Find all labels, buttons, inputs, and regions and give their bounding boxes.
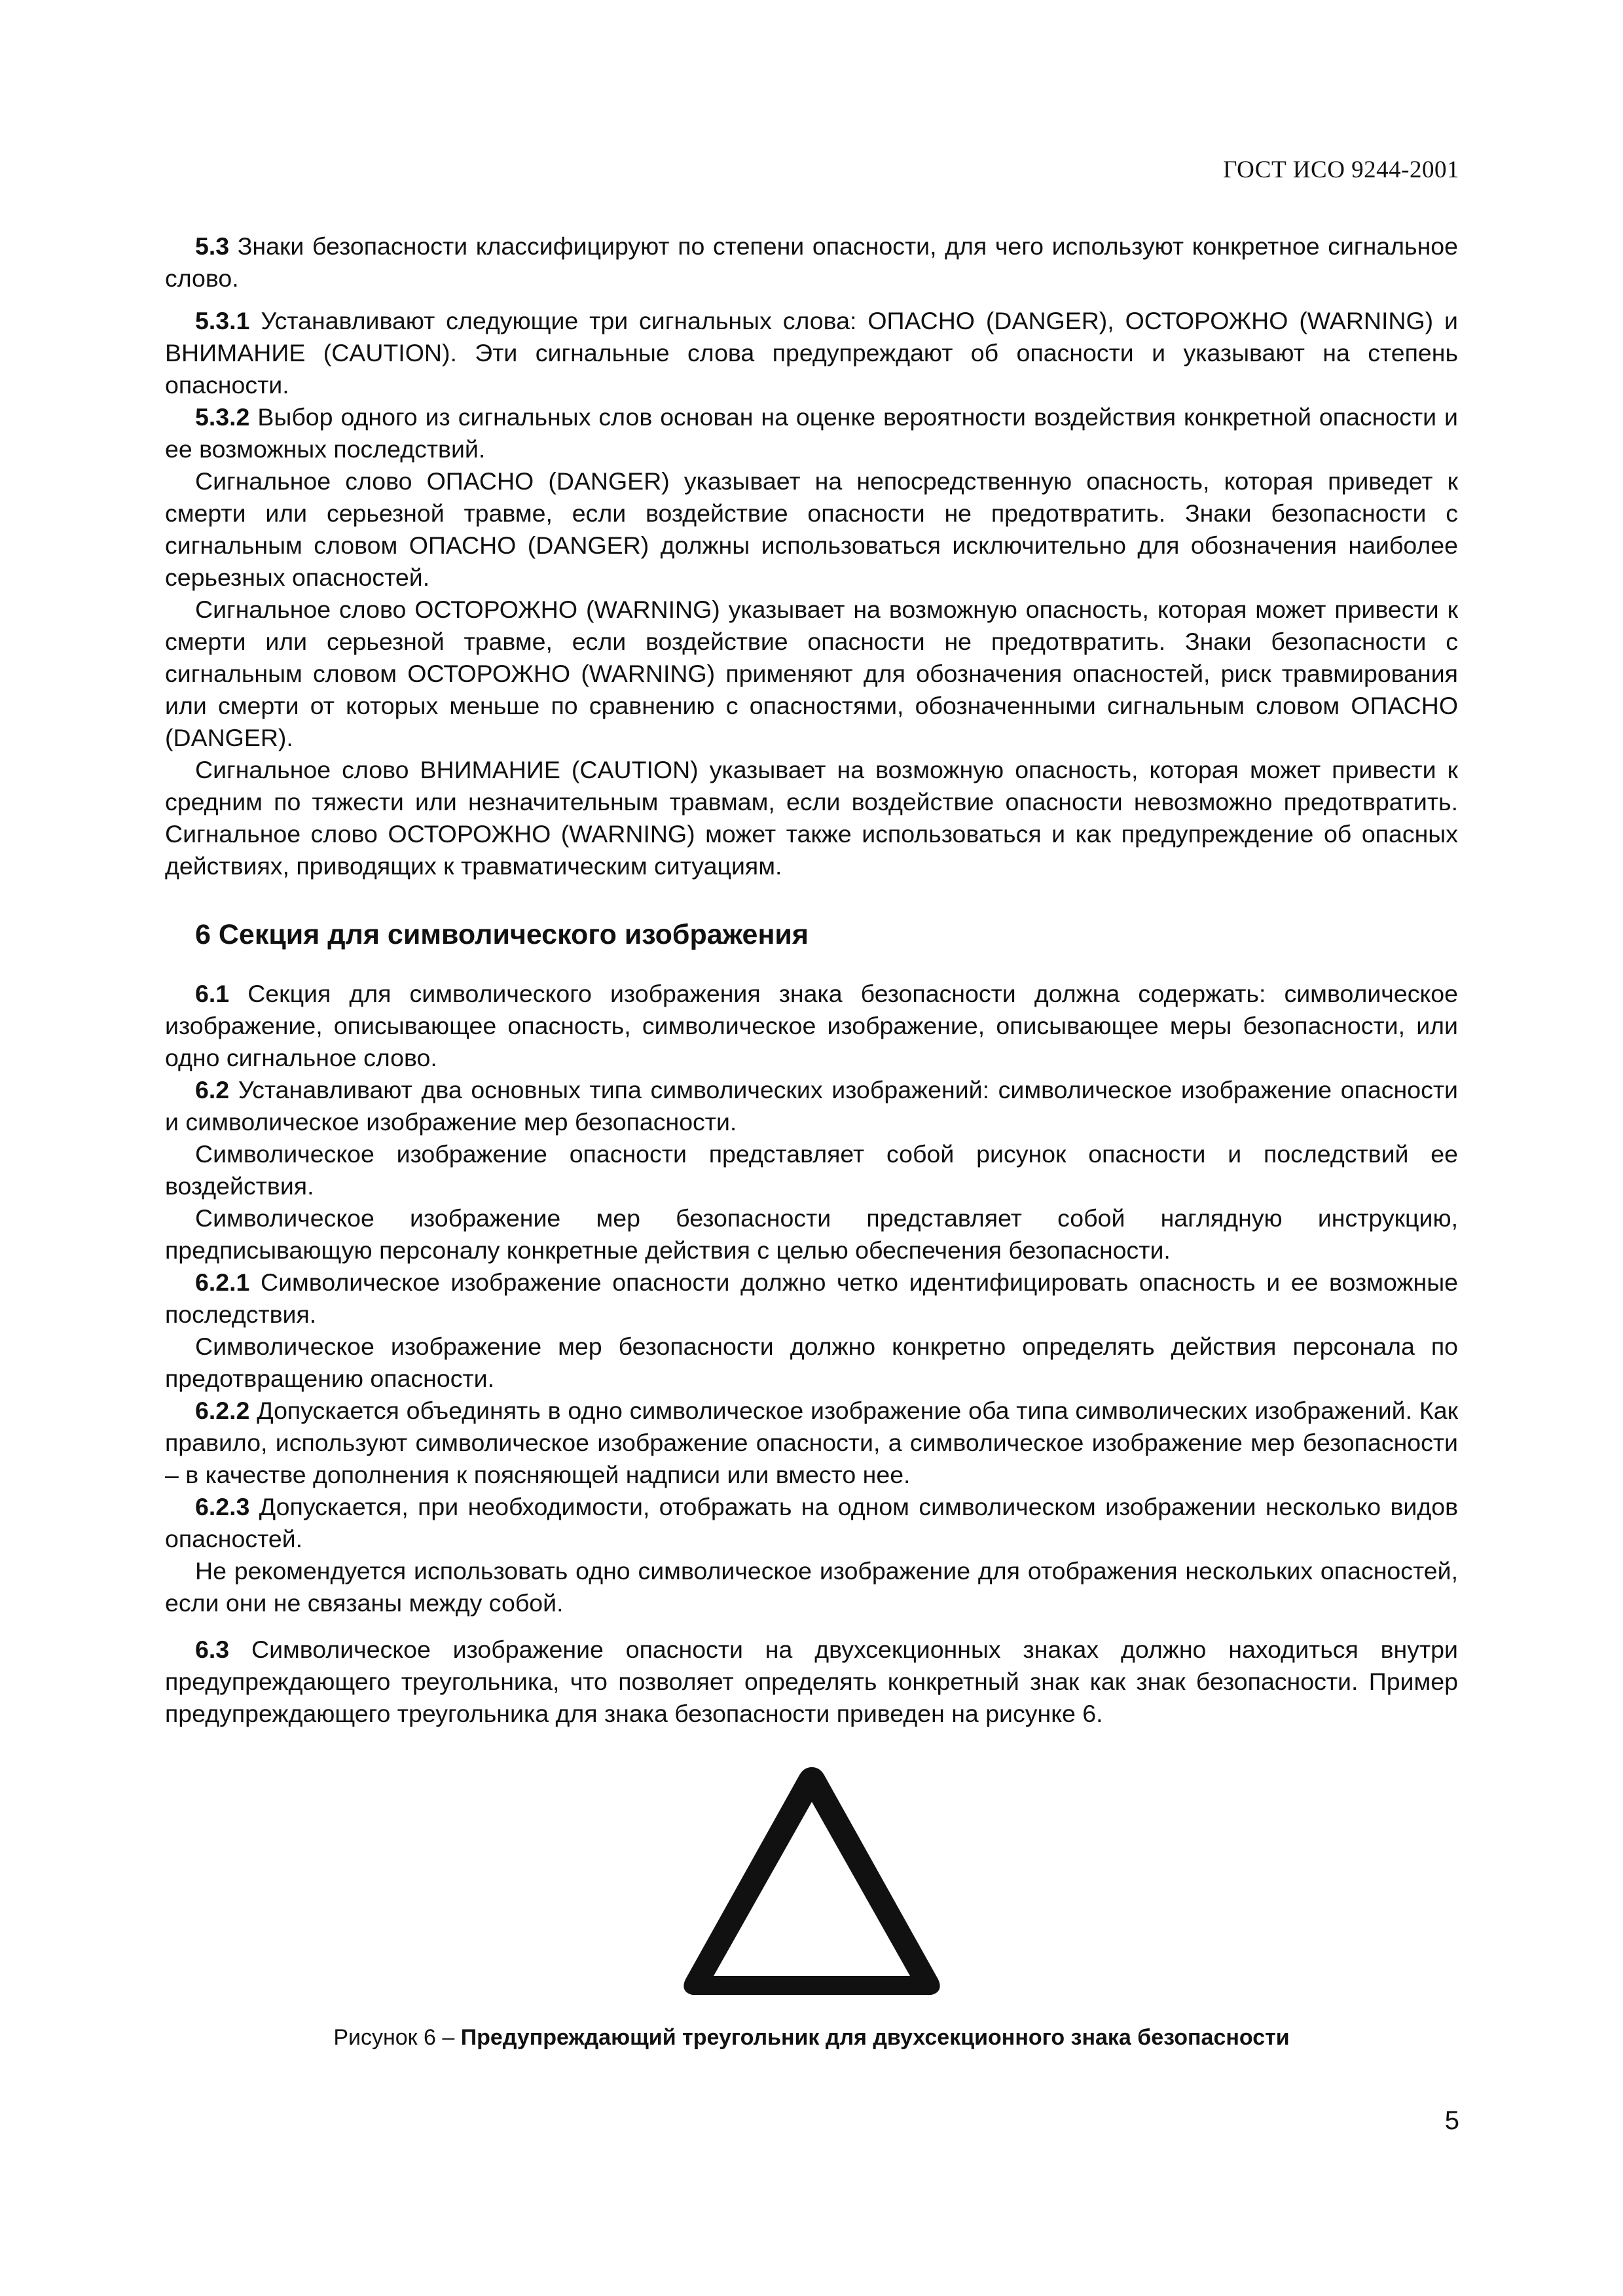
figure-caption (165, 2023, 1458, 2052)
section-6-heading: 6 Секция для символического изображения (195, 919, 809, 950)
paragraph-6-2-1 (165, 1266, 1458, 1331)
paragraph-6-2 (165, 1074, 1458, 1138)
paragraph-text: Знаки безопасности классифицируют по степени опасности, для чего используют конкретное сигнальное слово. (165, 232, 1458, 292)
paragraph-6-3 (165, 1634, 1458, 1730)
paragraph-6-2-safety: Символическое изображение мер безопасности представляет собой наглядную инструкцию, предписывающую персоналу конкретные действия с целью обеспечения безопасности. (165, 1204, 1458, 1264)
paragraph-text: Символическое изображение опасности должно четко идентифицировать опасность и ее возможные последствия. (165, 1268, 1458, 1328)
clause-number: 5.3 (195, 232, 230, 260)
paragraph-text: Допускается объединять в одно символическое изображение оба типа символических изображений. Как правило, используют символическое изображение опасности, а символическое изображение мер безопасности – в качестве дополнения к поясняющей надписи или вместо нее. (165, 1397, 1458, 1488)
paragraph-5-3-2 (165, 401, 1458, 465)
clause-number: 6.1 (195, 980, 230, 1007)
paragraph-danger: Сигнальное слово ОПАСНО (DANGER) указывает на непосредственную опасность, которая приведет к смерти или серьезной травме, если воздействие опасности не предотвратить. Знаки безопасности с сигнальным словом ОПАСНО (DANGER) должны использоваться исключительно для обозначения наиболее серьезных опасностей. (165, 467, 1458, 591)
clause-number: 6.2 (195, 1076, 230, 1103)
document-header: ГОСТ ИСО 9244-2001 (1223, 156, 1459, 183)
paragraph-6-2-3-note: Не рекомендуется использовать одно символическое изображение для отображения нескольких опасностей, если они не связаны между собой. (165, 1557, 1458, 1617)
clause-number: 5.3.1 (195, 307, 250, 334)
clause-number: 6.2.1 (195, 1268, 250, 1296)
paragraph-warning: Сигнальное слово ОСТОРОЖНО (WARNING) указывает на возможную опасность, которая может привести к смерти или серьезной травме, если воздействие опасности не предотвратить. Знаки безопасности с сигнальным словом ОСТОРОЖНО (WARNING) применяют для обозначения опасностей, риск травмирования или смерти от которых меньше по сравнению с опасностями, обозначенными сигнальным словом ОПАСНО (DANGER). (165, 596, 1458, 751)
paragraph-6-1 (165, 978, 1458, 1074)
caption-prefix: Рисунок 6 – (333, 2025, 461, 2050)
paragraph-6-2-2 (165, 1395, 1458, 1491)
paragraph-text: Секция для символического изображения знака безопасности должна содержать: символическое изображение, описывающее опасность, символическое изображение, описывающее меры безопасности, или одно сигнальное слово. (165, 980, 1458, 1071)
clause-number: 5.3.2 (195, 403, 250, 431)
paragraph-text: Символическое изображение опасности на двухсекционных знаках должно находиться внутри предупреждающего треугольника, что позволяет определять конкретный знак как знак безопасности. Пример предупреждающего треугольника для знака безопасности приведен на рисунке 6. (165, 1636, 1458, 1727)
caption-title: Предупреждающий треугольник для двухсекционного знака безопасности (460, 2025, 1290, 2050)
paragraph-5-3-1 (165, 305, 1458, 401)
paragraph-text: Устанавливают два основных типа символических изображений: символическое изображение опасности и символическое изображение мер безопасности. (165, 1076, 1458, 1136)
paragraph-5-3 (165, 230, 1458, 295)
paragraph-text: Выбор одного из сигнальных слов основан на оценке вероятности воздействия конкретной опасности и ее возможных последствий. (165, 403, 1458, 463)
paragraph-6-2-3 (165, 1491, 1458, 1555)
paragraph-text: Устанавливают следующие три сигнальных слова: ОПАСНО (DANGER), ОСТОРОЖНО (WARNING) и ВНИМАНИЕ (CAUTION). Эти сигнальные слова предупреждают об опасности и указывают на степень опасности. (165, 307, 1458, 399)
figure-6 (165, 1764, 1458, 2052)
page-number: 5 (1444, 2106, 1459, 2135)
clause-number: 6.3 (195, 1636, 230, 1663)
paragraph-text: Допускается, при необходимости, отображать на одном символическом изображении несколько видов опасностей. (165, 1493, 1458, 1552)
warning-triangle-icon (680, 1764, 944, 2002)
document-body (165, 230, 1458, 2052)
paragraph-caution: Сигнальное слово ВНИМАНИЕ (CAUTION) указывает на возможную опасность, которая может привести к средним по тяжести или незначительным травмам, если воздействие опасности невозможно предотвратить. Сигнальное слово ОСТОРОЖНО (WARNING) может также использоваться и как предупреждение об опасных действиях, приводящих к травматическим ситуациям. (165, 756, 1458, 880)
paragraph-6-2-1-safety: Символическое изображение мер безопасности должно конкретно определять действия персонала по предотвращению опасности. (165, 1333, 1458, 1392)
paragraph-6-2-hazard: Символическое изображение опасности представляет собой рисунок опасности и последствий ее воздействия. (165, 1140, 1458, 1200)
clause-number: 6.2.2 (195, 1397, 250, 1424)
clause-number: 6.2.3 (195, 1493, 250, 1520)
